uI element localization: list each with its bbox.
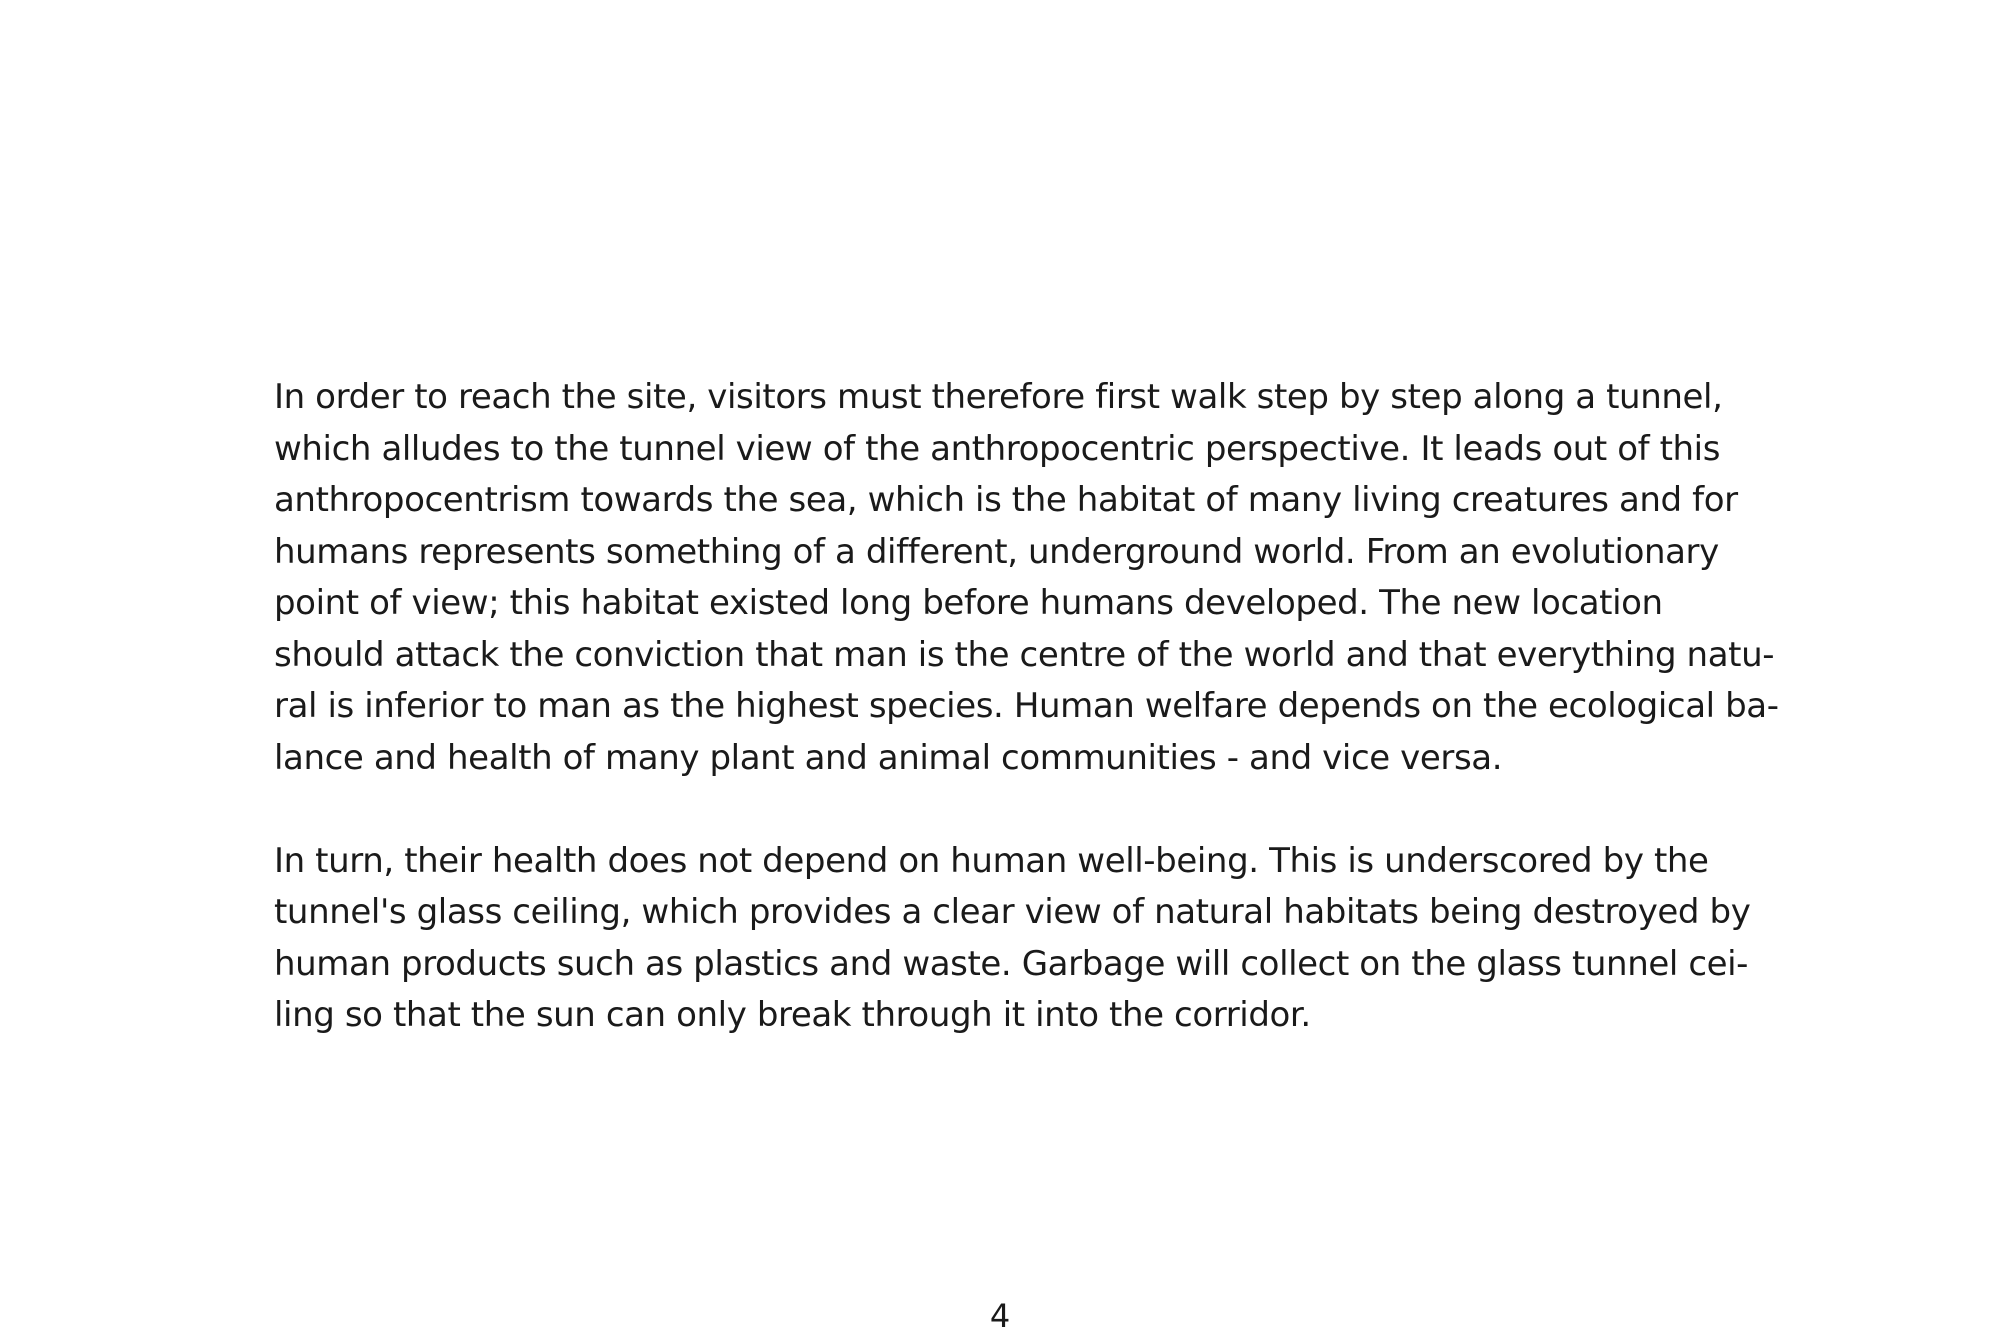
text-line: which alludes to the tunnel view of the anthropocentric perspective. It leads out of this — [274, 428, 1721, 469]
text-line: ral is inferior to man as the highest species. Human welfare depends on the ecological ba- — [274, 686, 1779, 726]
text-line: anthropocentrism towards the sea, which is the habitat of many living creatures and for — [274, 480, 1738, 520]
paragraph-spacer — [274, 784, 1874, 836]
page-number: 4 — [989, 1297, 1011, 1333]
paragraph-1 — [274, 372, 1874, 784]
text-line: In order to reach the site, visitors must therefore first walk step by step along a tunnel, — [274, 377, 1723, 417]
text-line: human products such as plastics and waste. Garbage will collect on the glass tunnel cei- — [274, 943, 1749, 984]
text-line: point of view; this habitat existed long before humans developed. The new location — [274, 583, 1663, 623]
text-line: lance and health of many plant and animal communities - and vice versa. — [274, 737, 1503, 778]
text-line: should attack the conviction that man is the centre of the world and that everything natu- — [274, 634, 1775, 675]
text-line: In turn, their health does not depend on human well-being. This is underscored by the — [274, 840, 1709, 881]
text-line: humans represents something of a different, underground world. From an evolutionary — [274, 531, 1719, 572]
text-line: ling so that the sun can only break through it into the corridor. — [274, 995, 1311, 1035]
text-line: tunnel's glass ceiling, which provides a clear view of natural habitats being destroyed by — [274, 892, 1751, 932]
paragraph-2 — [274, 836, 1874, 1042]
body-text — [274, 372, 1874, 1042]
